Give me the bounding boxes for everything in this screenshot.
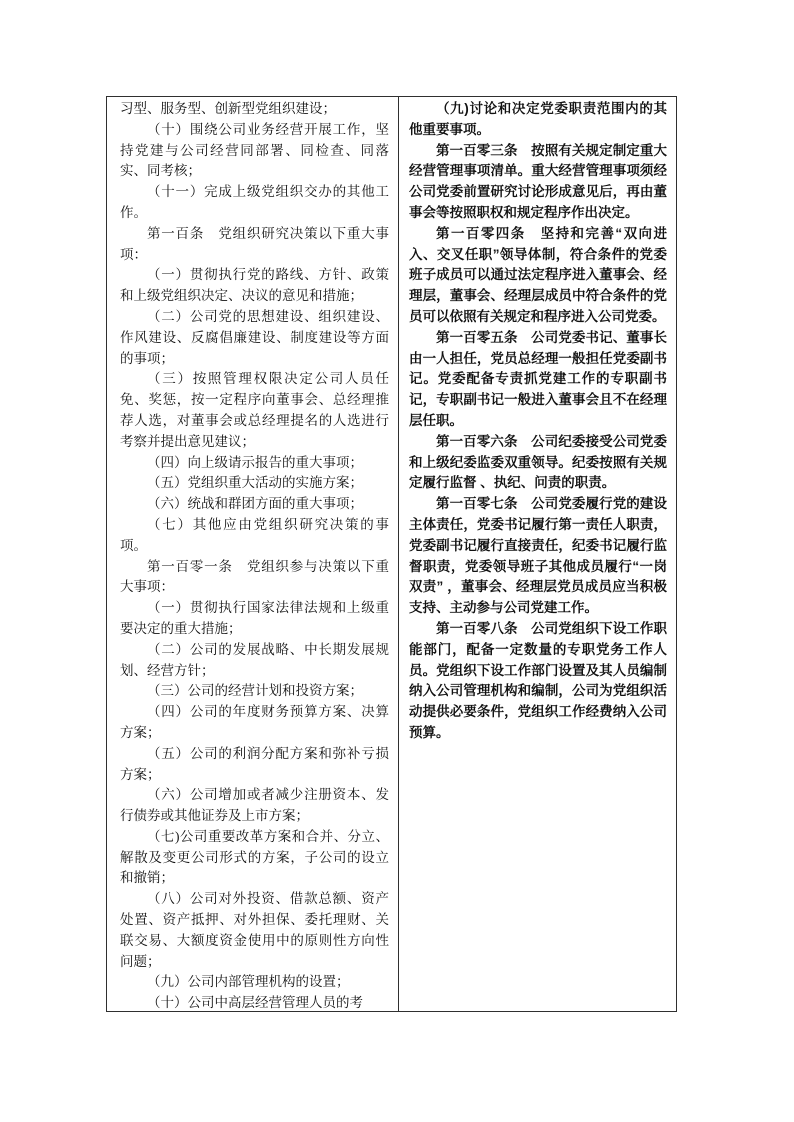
paragraph: （五）公司的利润分配方案和弥补亏损方案； [120,745,389,782]
two-column-table [106,96,677,1012]
paragraph: （五）党组织重大活动的实施方案； [147,475,363,491]
paragraph: （七）其他应由党组织研究决策的事项。 [120,516,389,553]
paragraph: （十一）完成上级党组织交办的其他工作。 [120,184,389,220]
left-column-cell [107,97,399,1011]
paragraph: （六）统战和群团方面的重大事项； [147,496,363,512]
paragraph: 第一百零四条 坚持和完善“双向进入、交叉任职”领导体制，符合条件的党委班子成员可以通过法定程序进入董事会、经理层，董事会、经理层成员中符合条件的党员可以依照有关规定和程序进入公司党委。 [409,225,667,324]
paragraph: （九)讨论和决定党委职责范围内的其他重要事项。 [409,101,667,137]
paragraph: （十）围绕公司业务经营开展工作，坚持党建与公司经营同部署、同检查、同落实、同考核； [120,121,389,179]
paragraph: （一）贯彻执行党的路线、方针、政策和上级党组织决定、决议的意见和措施； [120,267,389,304]
paragraph: （三）公司的经营计划和投资方案； [147,683,363,699]
paragraph: 习型、服务型、创新型党组织建设； [120,101,336,116]
paragraph: 第一百零一条 党组织参与决策以下重大事项： [120,558,389,595]
paragraph: 第一百零八条 公司党组织下设工作职能部门，配备一定数量的专职党务工作人员。党组织下设工作部门设置及其人员编制纳入公司管理机构和编制，公司为党组织活动提供必要条件，党组织工作经费纳入公司预算。 [409,620,667,740]
paragraph: （四）向上级请示报告的重大事项； [147,454,363,470]
paragraph: （二）公司党的思想建设、组织建设、作风建设、反腐倡廉建设、制度建设等方面的事项； [120,308,389,366]
paragraph: 第一百零六条 公司纪委接受公司党委和上级纪委监委双重领导。纪委按照有关规定履行监督 、执纪、问责的职责。 [409,433,667,491]
paragraph: （二）公司的发展战略、中长期发展规划、经营方针； [120,641,389,678]
paragraph: （十）公司中高层经营管理人员的考 [147,995,363,1011]
paragraph: （九）公司内部管理机构的设置； [147,974,350,990]
paragraph: 第一百零五条 公司党委书记、董事长由一人担任，党员总经理一般担任党委副书记。党委配备专责抓党建工作的专职副书记，专职副书记一般进入董事会且不在经理层任职。 [409,329,667,428]
right-column-cell [399,97,676,1011]
paragraph: 第一百零七条 公司党委履行党的建设主体责任，党委书记履行第一责任人职责，党委副书记履行直接责任，纪委书记履行监督职责，党委领导班子其他成员履行“一岗双责” ，董事会、经理层党员成员应当积极支持、主动参与公司党建工作。 [409,496,667,616]
paragraph: （四）公司的年度财务预算方案、决算方案； [120,704,389,740]
paragraph: 第一百条 党组织研究决策以下重大事项： [120,225,389,262]
paragraph: 第一百零三条 按照有关规定制定重大经营管理事项清单。重大经营管理事项须经公司党委前置研究讨论形成意见后，再由董事会等按照职权和规定程序作出决定。 [409,142,667,220]
paragraph: （三）按照管理权限决定公司人员任免、奖惩，按一定程序向董事会、总经理推荐人选，对董事会或总经理提名的人选进行考察并提出意见建议； [120,371,389,449]
paragraph: （七)公司重要改革方案和合并、分立、解散及变更公司形式的方案，子公司的设立和撤销； [120,828,389,886]
paragraph: （六）公司增加或者减少注册资本、发行债券或其他证券及上市方案； [120,787,389,824]
paragraph: （一）贯彻执行国家法律法规和上级重要决定的重大措施； [120,600,389,636]
paragraph: （八）公司对外投资、借款总额、资产处置、资产抵押、对外担保、委托理财、关联交易、大额度资金使用中的原则性方向性问题； [120,891,389,969]
